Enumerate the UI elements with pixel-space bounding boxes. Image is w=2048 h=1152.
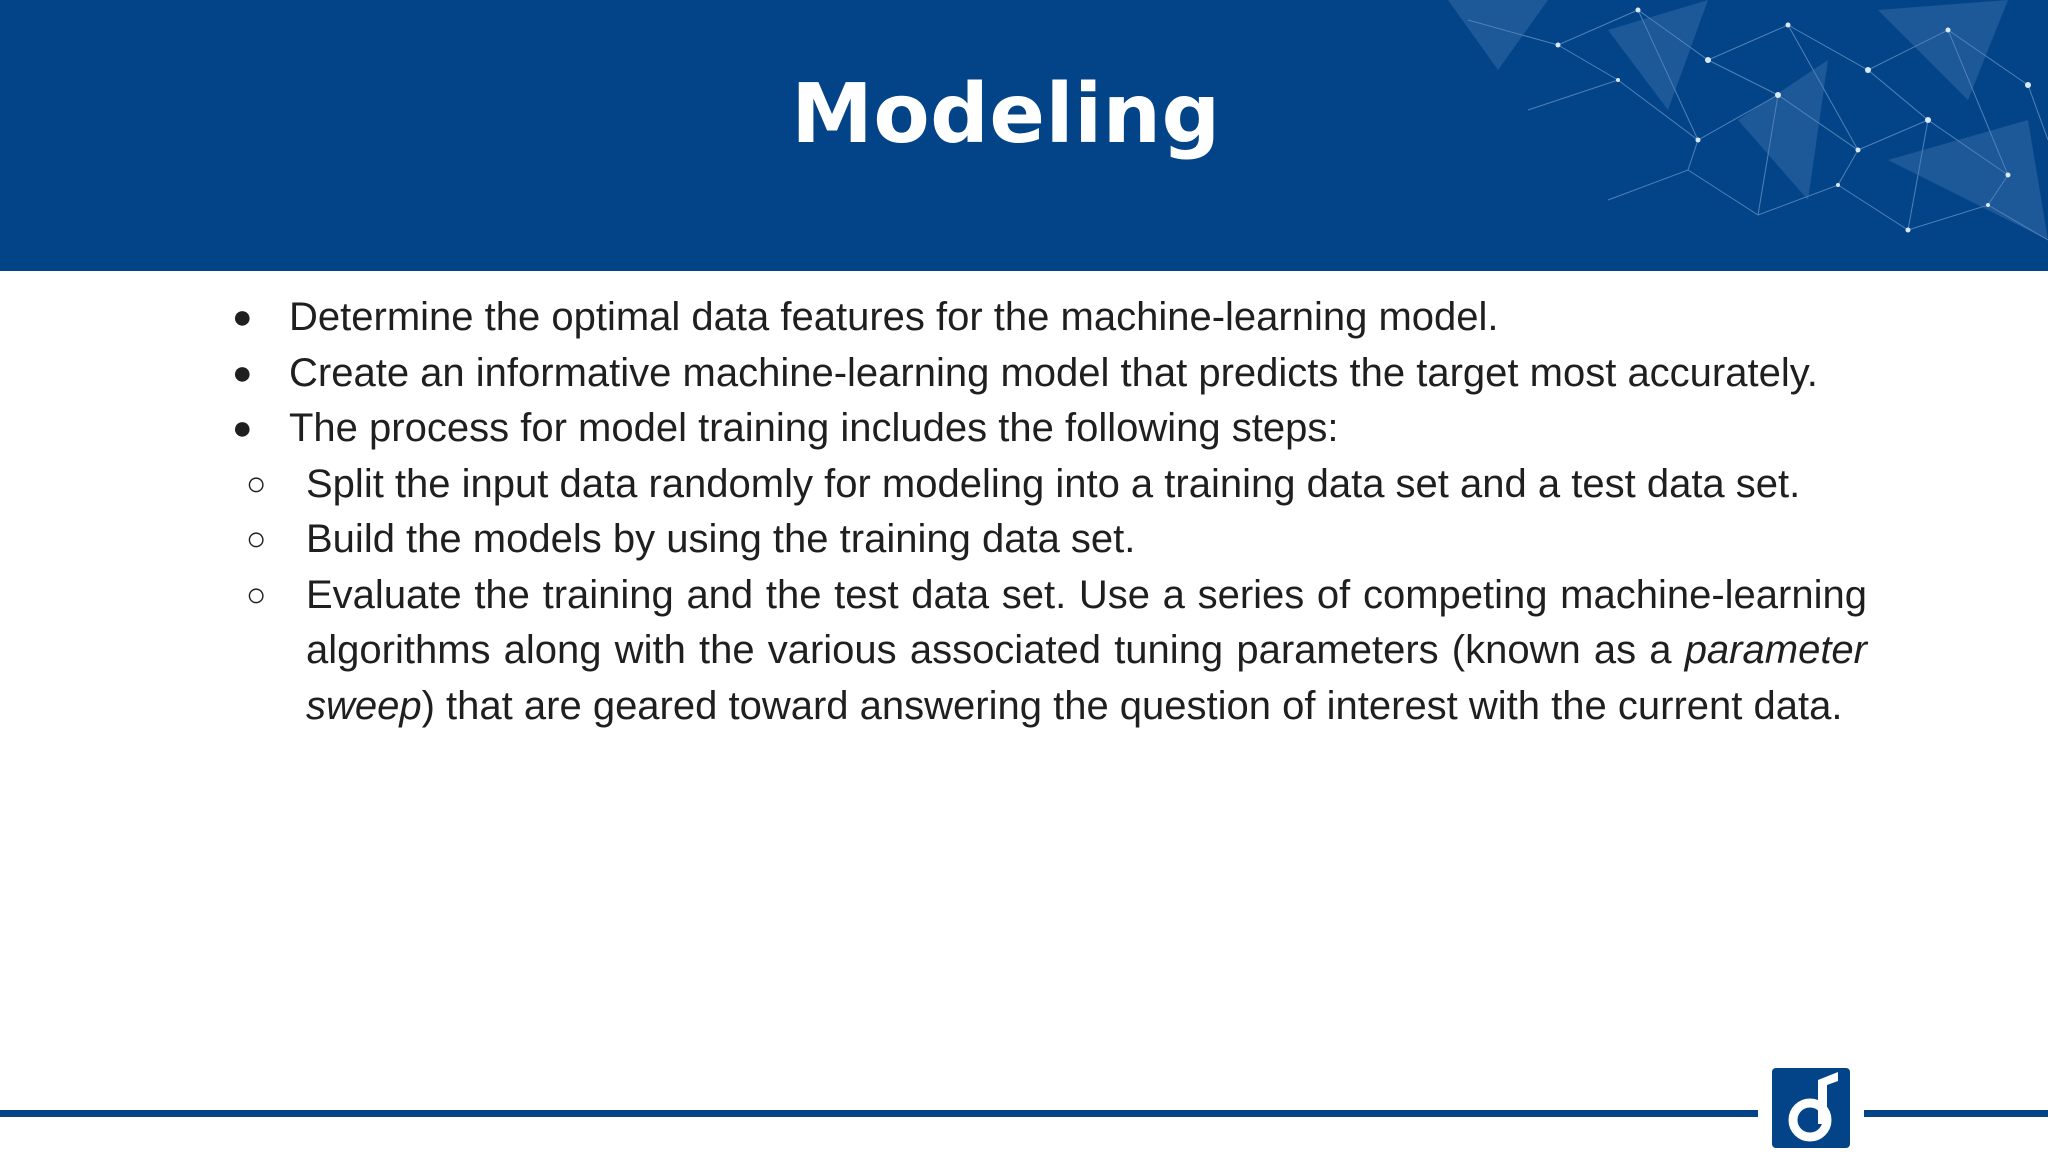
list-item (246, 568, 1867, 735)
bullet-text: The process for model training includes the following steps: (289, 406, 1339, 450)
sub-bullet-icon: ○ (246, 464, 267, 503)
list-item (246, 457, 1867, 513)
brand-logo-icon (1772, 1068, 1850, 1148)
list-item (228, 401, 1928, 457)
page-title: Modeling (791, 67, 1221, 162)
sub-bullet-list (246, 457, 1867, 735)
list-item (246, 512, 1867, 568)
sub-bullet-icon: ○ (246, 575, 267, 614)
sub-bullet-text-end: ) that are geared toward answering the question of interest with the current data. (421, 683, 1843, 728)
sub-bullet-text: Build the models by using the training data set. (306, 517, 1136, 561)
sub-bullet-text: Split the input data randomly for modeling into a training data set and a test data set. (306, 461, 1801, 506)
header-banner (0, 0, 2048, 271)
bullet-text: Determine the optimal data features for the machine-learning model. (289, 295, 1499, 339)
bullet-icon: ● (232, 298, 253, 336)
bullet-icon: ● (232, 353, 253, 392)
list-item (228, 346, 1928, 402)
emphasized-term: parameter sweep (306, 628, 1867, 728)
footer-divider (0, 1110, 2048, 1117)
sub-bullet-text-start: Evaluate the training and the test data set. Use a series of competing machine-learning algorithms along with the various associated tuning parameters (known as a (306, 572, 1867, 672)
list-item (228, 290, 1928, 346)
brand-logo (1758, 1068, 1864, 1152)
bullet-text: Create an informative machine-learning model that predicts the target most accurately. (289, 350, 1818, 395)
slide-body (228, 290, 1928, 734)
bullet-icon: ● (232, 409, 253, 447)
sub-bullet-text (306, 568, 1867, 735)
bullet-list (228, 290, 1928, 457)
sub-bullet-icon: ○ (246, 520, 267, 558)
